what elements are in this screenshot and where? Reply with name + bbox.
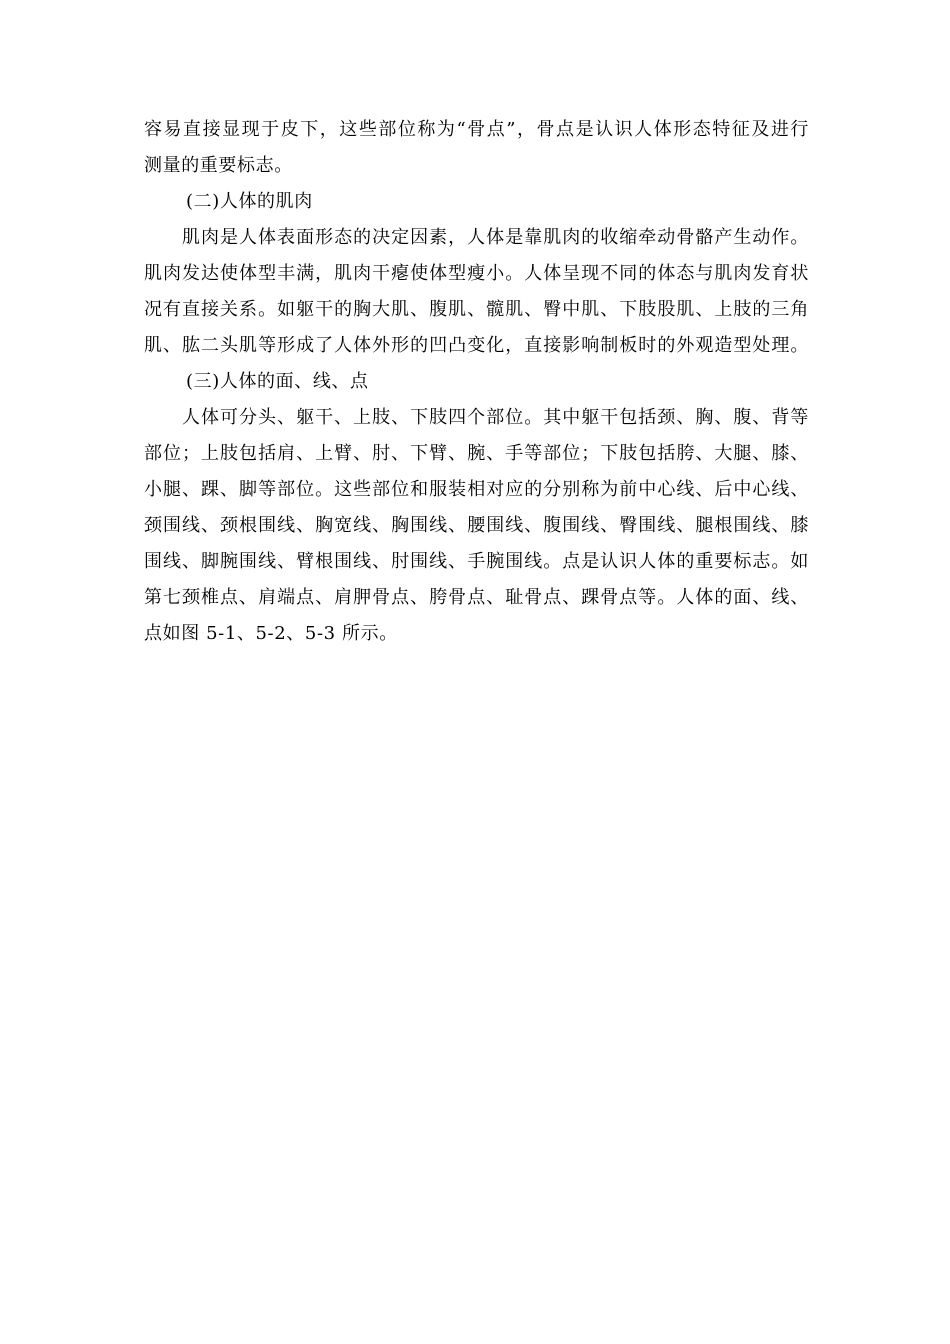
paragraph-line: 点如图 5-1、5-2、5-3 所示。 [144, 623, 398, 644]
document-body [144, 112, 809, 652]
paragraph-line: 容易直接显现于皮下，这些部位称为“骨点”，骨点是认识人体形态特征及进行 [144, 119, 809, 140]
paragraph-line: 肌肉是人体表面形态的决定因素，人体是靠肌肉的收缩牵动骨骼产生动作。 [182, 227, 809, 248]
paragraph-line: 颈围线、颈根围线、胸宽线、胸围线、腰围线、腹围线、臀围线、腿根围线、膝 [144, 515, 809, 536]
section-heading-surfaces-lines-points: (三)人体的面、线、点 [186, 371, 369, 392]
paragraph-line: 第七颈椎点、肩端点、肩胛骨点、胯骨点、耻骨点、踝骨点等。人体的面、线、 [144, 587, 809, 608]
paragraph-line: 肌肉发达使体型丰满，肌肉干瘪使体型瘦小。人体呈现不同的体态与肌肉发育状 [144, 263, 809, 284]
paragraph-line: 肌、肱二头肌等形成了人体外形的凹凸变化，直接影响制板时的外观造型处理。 [144, 335, 809, 356]
paragraph-line: 人体可分头、躯干、上肢、下肢四个部位。其中躯干包括颈、胸、腹、背等 [182, 407, 809, 428]
section-heading-muscles: (二)人体的肌肉 [186, 191, 313, 212]
paragraph-line: 部位；上肢包括肩、上臂、肘、下臂、腕、手等部位；下肢包括胯、大腿、膝、 [144, 443, 809, 464]
paragraph-line: 小腿、踝、脚等部位。这些部位和服装相对应的分别称为前中心线、后中心线、 [144, 479, 809, 500]
paragraph-line: 围线、脚腕围线、臂根围线、肘围线、手腕围线。点是认识人体的重要标志。如 [144, 551, 809, 572]
paragraph-line: 况有直接关系。如躯干的胸大肌、腹肌、髋肌、臀中肌、下肢股肌、上肢的三角 [144, 299, 809, 320]
paragraph-line: 测量的重要标志。 [144, 155, 293, 176]
